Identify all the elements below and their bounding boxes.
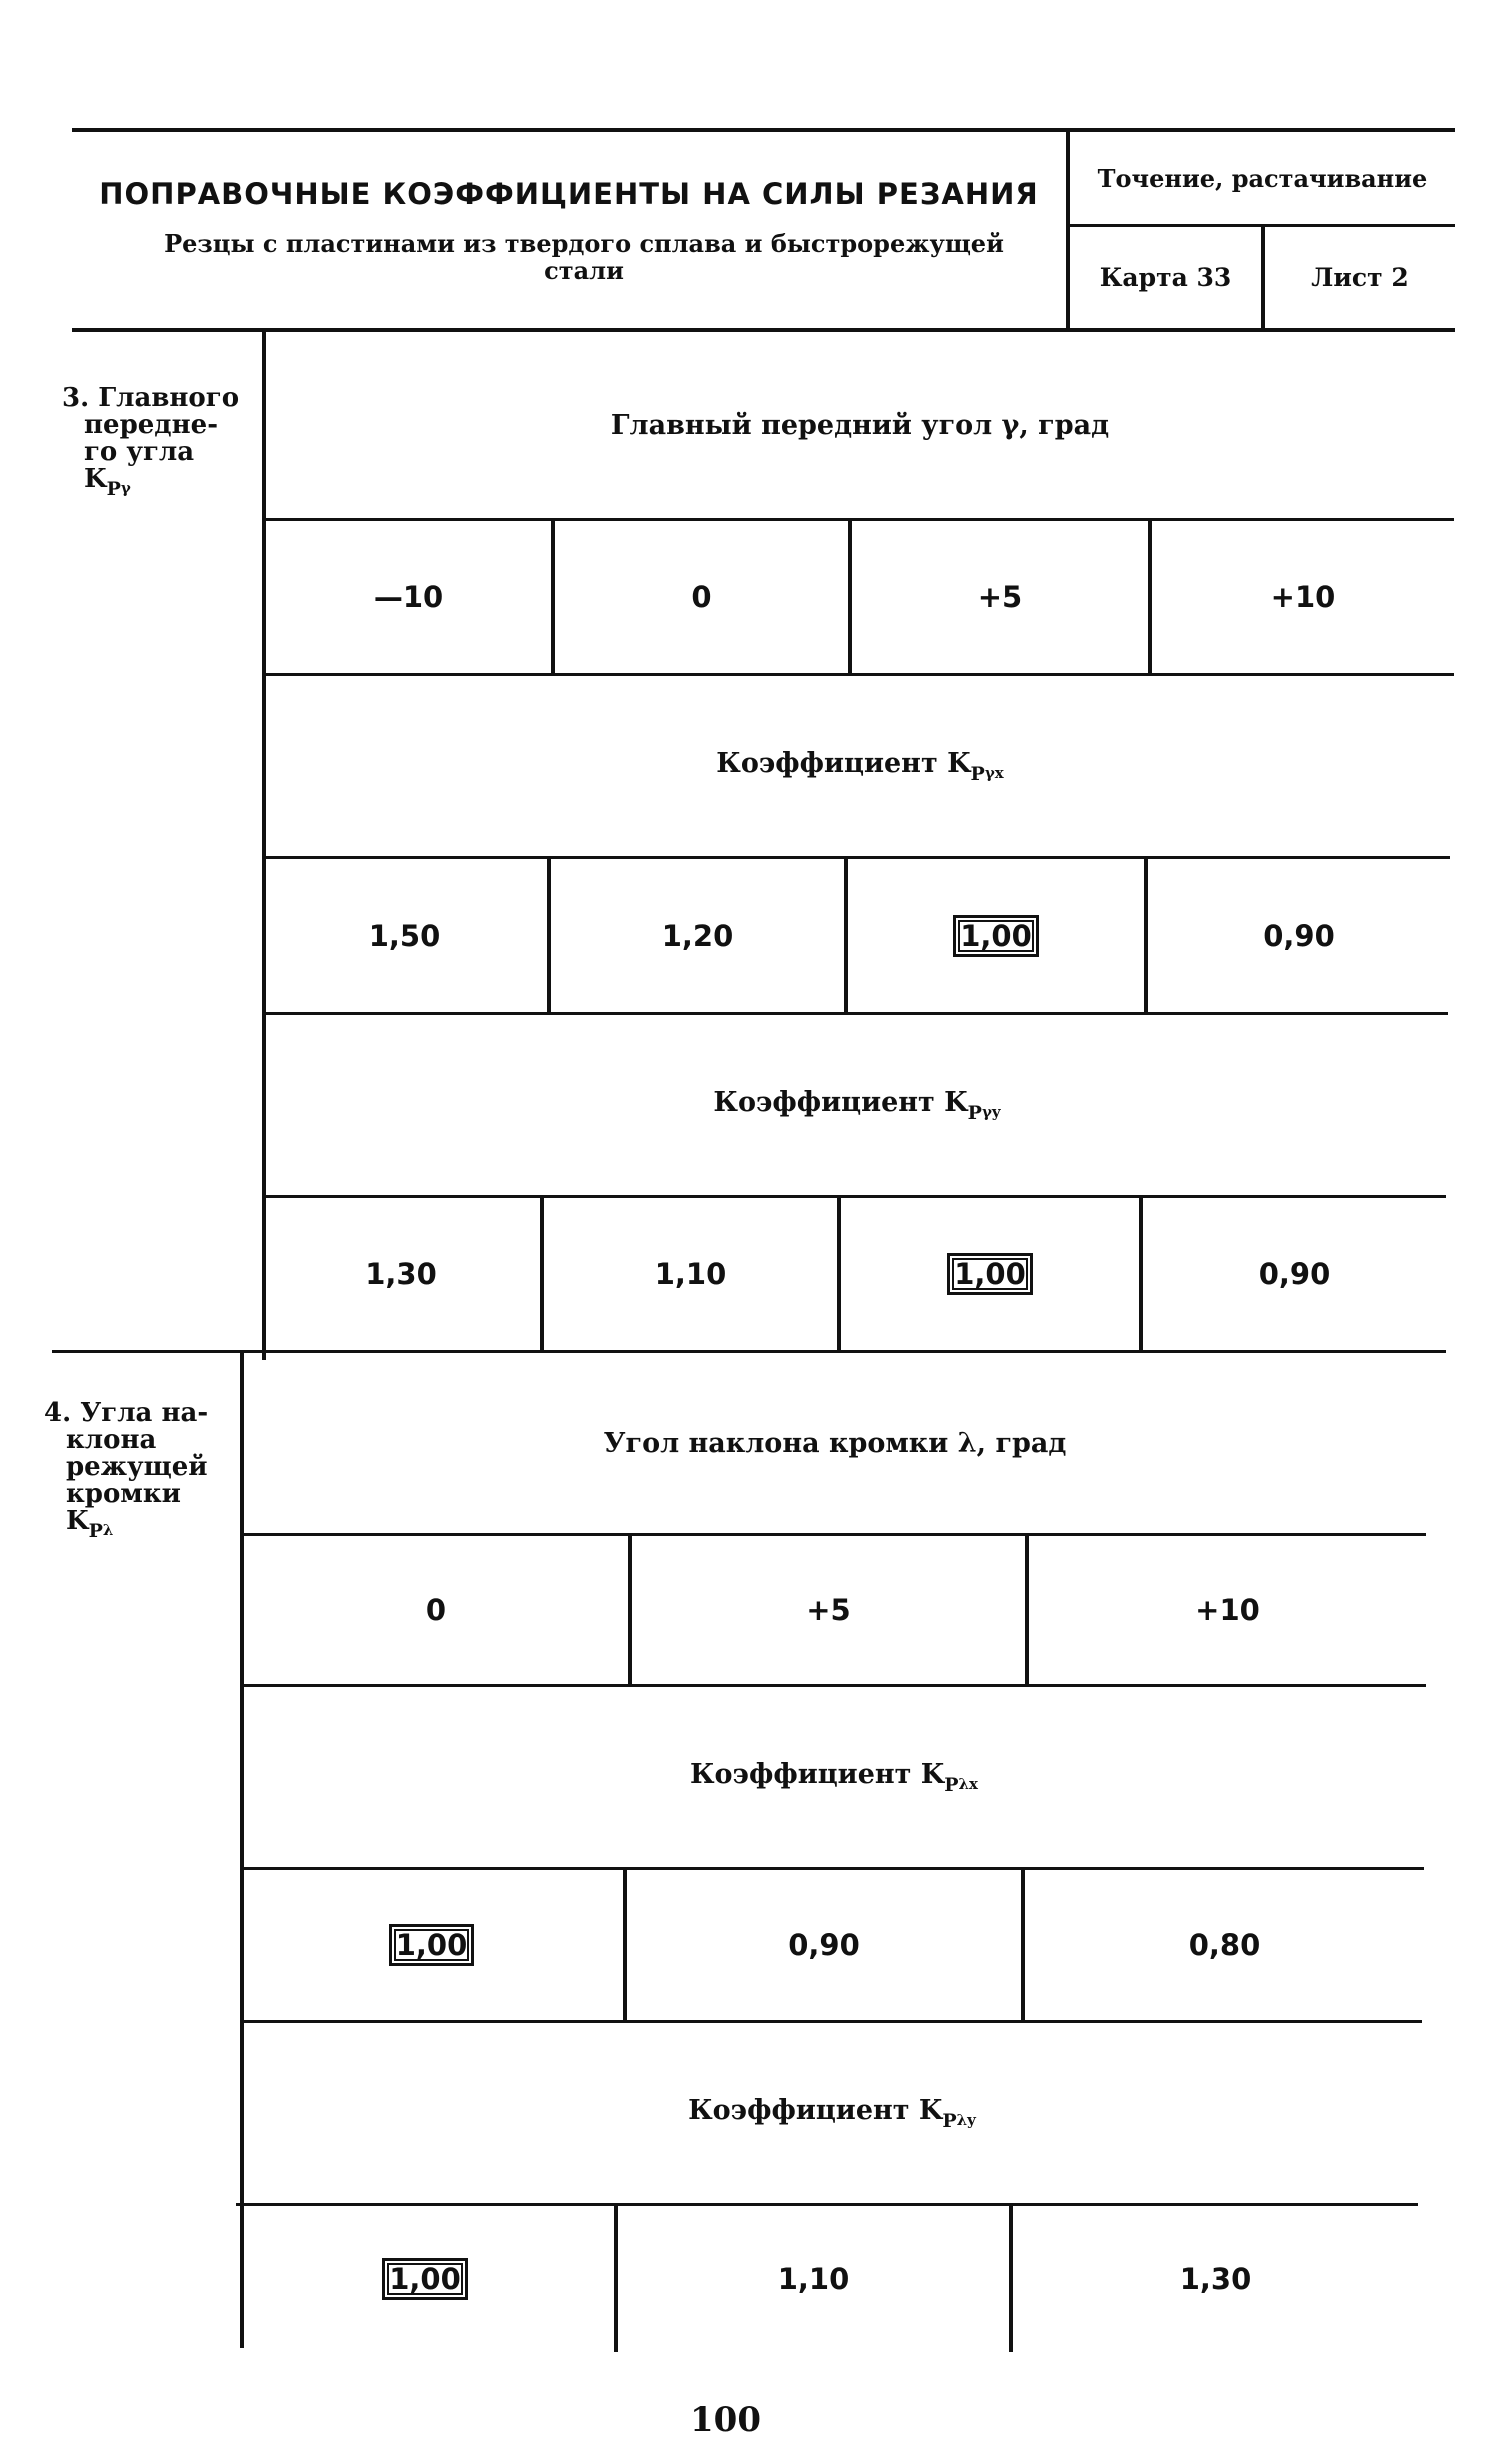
coef-py-cell: 1,30 (365, 1257, 437, 1291)
sheet-number: Лист 2 (1311, 263, 1409, 292)
coef-px-cell-nominal: 1,00 (844, 859, 1144, 1012)
coef-py-lambda-cell: 1,30 (1009, 2206, 1418, 2352)
section-4-label-line: режущей (66, 1452, 208, 1482)
section-3-symbol: $K_{P\gamma}$ (84, 464, 131, 500)
coef-px-lambda-values-row (240, 1870, 1424, 2020)
rake-angle-cell: +5 (848, 521, 1148, 673)
card-number: Карта 33 (1070, 227, 1265, 328)
inclination-angle-values-row (244, 1536, 1426, 1684)
coef-py-cell: 1,10 (540, 1198, 837, 1350)
rake-angle-caption: Главный передний угол γ, град (610, 409, 1110, 441)
coef-px-cell: 0,90 (1144, 859, 1450, 1012)
coef-py-lambda-cell: 1,10 (614, 2206, 1009, 2352)
section-3-label-line: передне- (84, 410, 218, 440)
inclination-angle-caption: Угол наклона кромки λ, град (603, 1427, 1067, 1459)
section-3-label-line: 3. Главного (62, 383, 240, 413)
rake-angle-cell: —10 (373, 580, 444, 614)
document-subtitle: Резцы с пластинами из твердого сплава и быстрорежущей стали (164, 229, 1004, 285)
section-4-label-line: клона (66, 1425, 157, 1455)
document-title: ПОПРАВОЧНЫЕ КОЭФФИЦИЕНТЫ НА СИЛЫ РЕЗАНИЯ (99, 177, 1039, 211)
coef-px-caption: Коэффициент $K_{P\gamma x}$ (716, 747, 1004, 785)
coef-py-caption: Коэффициент $K_{P\gamma y}$ (713, 1086, 1001, 1124)
section-3-label-line: го угла (84, 437, 195, 467)
coef-px-cell: 1,50 (368, 918, 441, 953)
coef-px-lambda-cell-nominal: 1,00 (240, 1870, 623, 2020)
coef-px-cell: 1,20 (547, 859, 844, 1012)
coef-py-lambda-values-row (236, 2206, 1418, 2352)
inclination-angle-cell: 0 (425, 1593, 447, 1627)
coef-px-lambda-cell: 0,90 (623, 1870, 1021, 2020)
section-4-label-line: 4. Угла на- (44, 1398, 209, 1428)
page-number: 100 (690, 2400, 761, 2440)
inclination-angle-cell: +10 (1025, 1536, 1426, 1684)
coef-py-cell: 0,90 (1139, 1198, 1446, 1350)
rake-angle-cell: 0 (551, 521, 848, 673)
rake-angle-cell: +10 (1148, 521, 1454, 673)
operation-type: Точение, растачивание (1070, 132, 1455, 227)
section-4-label (44, 1400, 244, 1545)
coef-py-lambda-cell-nominal: 1,00 (236, 2206, 614, 2352)
section-4-symbol: $K_{P\lambda}$ (66, 1506, 114, 1542)
inclination-angle-cell: +5 (628, 1536, 1025, 1684)
coef-px-lambda-caption: Коэффициент $K_{P\lambda x}$ (689, 1758, 978, 1796)
section-4-label-line: кромки (66, 1479, 181, 1509)
coef-py-cell-nominal: 1,00 (837, 1198, 1139, 1350)
coef-px-lambda-cell: 0,80 (1021, 1870, 1424, 2020)
coef-py-lambda-caption: Коэффициент $K_{P\lambda y}$ (688, 2094, 976, 2132)
